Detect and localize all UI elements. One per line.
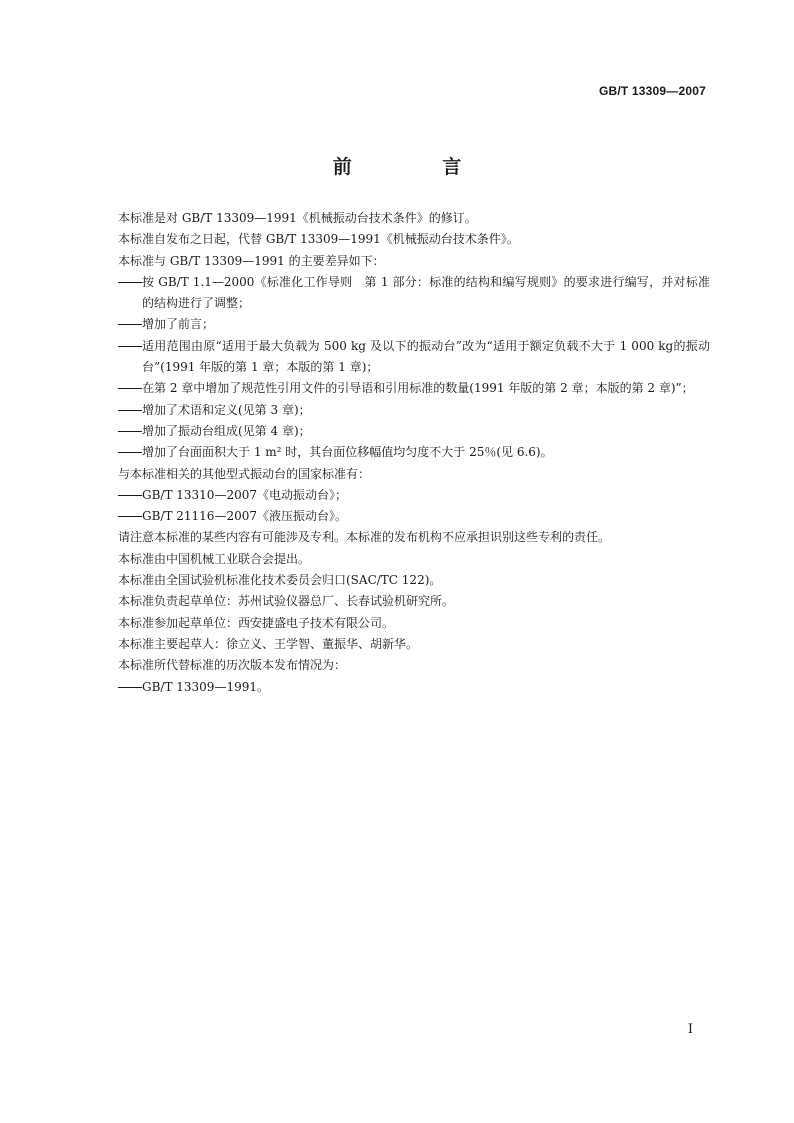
paragraph: 本标准与 GB/T 13309—1991 的主要差异如下：	[118, 253, 385, 268]
list-item-text: 增加了术语和定义(见第 3 章)；	[142, 402, 311, 417]
paragraph: 本标准参加起草单位：西安捷盛电子技术有限公司。	[118, 615, 395, 630]
dash-bullet	[118, 400, 142, 421]
list-item-text: 按 GB/T 1.1—2000《标准化工作导则 第 1 部分：标准的结构和编写规则》的要求进行编写，并对标准的结构进行了调整；	[142, 274, 710, 311]
list-item-text: GB/T 13309—1991。	[142, 679, 269, 694]
list-item-text: 增加了前言；	[142, 317, 215, 332]
list-item	[118, 314, 710, 335]
paragraph: 本标准由全国试验机标准化技术委员会归口(SAC/TC 122)。	[118, 573, 442, 588]
paragraph: 本标准由中国机械工业联合会提出。	[118, 551, 311, 566]
dash-bullet	[118, 677, 142, 698]
dash-bullet	[118, 421, 142, 442]
list-item	[118, 485, 710, 506]
list-item-text: 在第 2 章中增加了规范性引用文件的引导语和引用标准的数量(1991 年版的第 2 章；本版的第 2 章)”；	[142, 381, 694, 396]
page-title: 前 言	[332, 156, 504, 178]
paragraph: 本标准是对 GB/T 13309—1991《机械振动台技术条件》的修订。	[118, 211, 477, 225]
paragraph: 本标准主要起草人：徐立义、王学智、董振华、胡新华。	[118, 636, 419, 651]
dash-bullet	[118, 442, 142, 463]
list-item-text: 增加了台面面积大于 1 m² 时，其台面位移幅值均匀度不大于 25％(见 6.6)。	[142, 445, 553, 460]
list-item	[118, 677, 710, 698]
list-item	[118, 336, 710, 379]
paragraph: 本标准负责起草单位：苏州试验仪器总厂、长春试验机研究所。	[118, 594, 455, 609]
paragraph: 请注意本标准的某些内容有可能涉及专利。本标准的发布机构不应承担识别这些专利的责任。	[118, 530, 611, 545]
document-body	[118, 208, 710, 698]
dash-bullet	[118, 272, 142, 293]
list-item	[118, 421, 710, 442]
paragraph: 本标准所代替标准的历次版本发布情况为：	[118, 658, 347, 673]
list-item-text: 增加了振动台组成(见第 4 章)；	[142, 423, 311, 438]
list-item	[118, 272, 710, 315]
paragraph: 与本标准相关的其他型式振动台的国家标准有：	[118, 466, 371, 481]
dash-bullet	[118, 506, 142, 527]
dash-bullet	[118, 378, 142, 399]
list-item	[118, 400, 710, 421]
list-item	[118, 506, 710, 527]
list-item	[118, 378, 710, 399]
list-item	[118, 442, 710, 463]
page-number: I	[687, 1022, 693, 1037]
list-item-text: GB/T 13310—2007《电动振动台》；	[142, 487, 347, 502]
dash-bullet	[118, 485, 142, 506]
list-item-text: 适用范围由原“适用于最大负载为 500 kg 及以下的振动台”改为“适用于额定负载不大于 1 000 kg的振动台”(1991 年版的第 1 章；本版的第 1 章)；	[142, 338, 710, 375]
list-item-text: GB/T 21116—2007《液压振动台》。	[142, 509, 347, 524]
page-header-doc-code: GB/T 13309—2007	[598, 84, 706, 98]
paragraph: 本标准自发布之日起，代替 GB/T 13309—1991《机械振动台技术条件》。	[118, 232, 519, 247]
dash-bullet	[118, 336, 142, 357]
dash-bullet	[118, 314, 142, 335]
